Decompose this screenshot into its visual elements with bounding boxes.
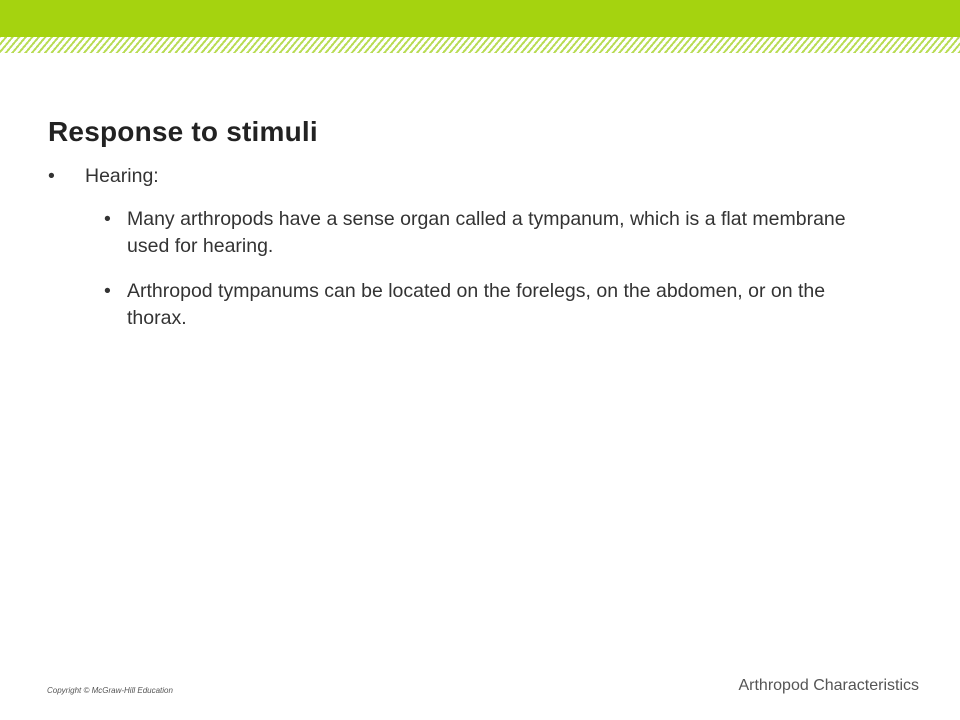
bullet-marker: • (48, 165, 55, 187)
slide-title: Response to stimuli (48, 116, 318, 147)
header-stripe-pattern (0, 37, 960, 53)
footer-section-title: Arthropod Characteristics (738, 677, 919, 694)
bullet-text: Hearing: (85, 165, 159, 187)
bullet-item-hearing (48, 163, 448, 190)
sub-bullet-tympanum (104, 206, 864, 260)
bullet-marker: • (104, 208, 111, 230)
sub-bullet-location (104, 278, 864, 332)
header-green-bar (0, 0, 960, 37)
copyright-notice: Copyright © McGraw-Hill Education (47, 686, 173, 695)
bullet-text: Many arthropods have a sense organ called a tympanum, which is a flat membrane used for hearing. (127, 208, 846, 257)
bullet-marker: • (104, 280, 111, 302)
bullet-text: Arthropod tympanums can be located on the forelegs, on the abdomen, or on the thorax. (127, 280, 826, 329)
